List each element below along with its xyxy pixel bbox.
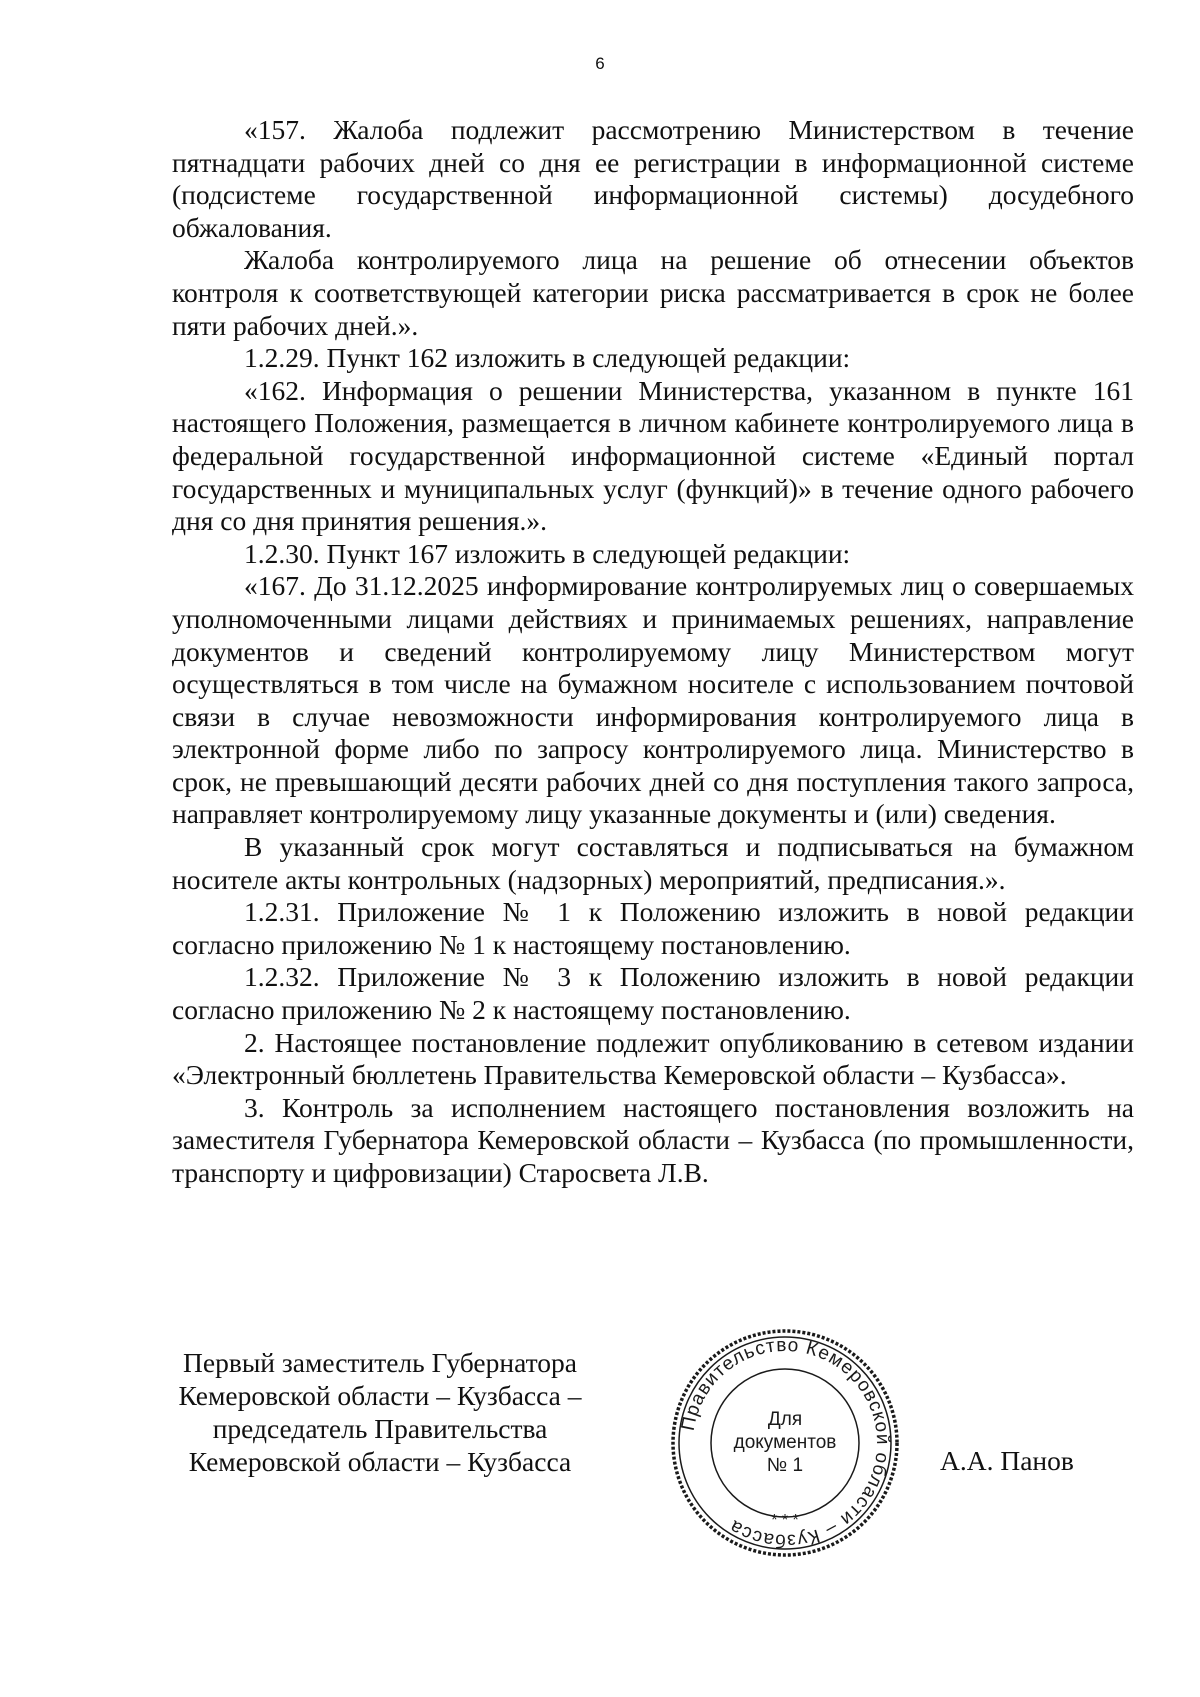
paragraph-1-2-30: 1.2.30. Пункт 167 изложить в следующей редакции: bbox=[244, 537, 851, 569]
paragraph-control: 3. Контроль за исполнением настоящего постановления возложить на заместителя Губернатора Кемеровской области – Кузбасса (по промышленности, транспорту и цифровизации) Старосвета Л.В. bbox=[172, 1091, 1134, 1188]
seal-stars: * * * bbox=[771, 1512, 799, 1529]
official-seal bbox=[669, 1327, 901, 1559]
seal-center-line: № 1 bbox=[766, 1455, 804, 1476]
paragraph-paper-acts: В указанный срок могут составляться и подписываться на бумажном носителе акты контрольных (надзорных) мероприятий, предписания.». bbox=[172, 831, 1134, 895]
signer-position-line: председатель Правительства bbox=[212, 1413, 548, 1444]
signer-name: А.А. Панов bbox=[940, 1445, 1074, 1476]
document-body bbox=[172, 114, 1134, 1190]
signer-position-line: Кемеровской области – Кузбасса bbox=[188, 1446, 572, 1477]
paragraph-complaint-157: «157. Жалоба подлежит рассмотрению Министерством в течение пятнадцати рабочих дней со дня ее регистрации в информационной системе (подсистеме государственной информационной системы) досудебного обжалования. bbox=[172, 114, 1134, 243]
paragraph-1-2-31: 1.2.31. Приложение № 1 к Положению изложить в новой редакции согласно приложению № 1 к настоящему постановлению. bbox=[172, 896, 1134, 960]
signer-position bbox=[160, 1346, 600, 1478]
signer-position-line: Кемеровской области – Кузбасса – bbox=[178, 1380, 582, 1411]
paragraph-publication: 2. Настоящее постановление подлежит опубликованию в сетевом издании «Электронный бюллетень Правительства Кемеровской области – Кузбасса». bbox=[172, 1026, 1134, 1091]
seal-center-line: Для bbox=[767, 1409, 803, 1430]
paragraph-1-2-32: 1.2.32. Приложение № 3 к Положению изложить в новой редакции согласно приложению № 2 к настоящему постановлению. bbox=[172, 961, 1134, 1026]
page-number: 6 bbox=[595, 54, 605, 73]
seal-ring-text: Правительство Кемеровской области – Кузбасса bbox=[677, 1334, 894, 1552]
paragraph-1-2-29: 1.2.29. Пункт 162 изложить в следующей редакции: bbox=[244, 342, 851, 374]
paragraph-162: «162. Информация о решении Министерства, указанном в пункте 161 настоящего Положения, размещается в личном кабинете контролируемого лица в федеральной государственной информационной системе «Единый портал государственных и муниципальных услуг (функций)» в течение одного рабочего дня со дня принятия решения.». bbox=[172, 374, 1134, 537]
seal-center-line: документов bbox=[733, 1432, 837, 1453]
paragraph-complaint-risk: Жалоба контролируемого лица на решение об отнесении объектов контроля к соответствующей категории риска рассматривается в срок не более пяти рабочих дней.». bbox=[172, 244, 1134, 341]
signer-position-line: Первый заместитель Губернатора bbox=[183, 1347, 577, 1378]
paragraph-167: «167. До 31.12.2025 информирование контролируемых лиц о совершаемых уполномоченными лицами действиях и принимаемых решениях, направление документов и сведений контролируемому лицу Министерством могут осуществляться в том числе на бумажном носителе с использованием почтовой связи в случае невозможности информирования контролируемого лица в электронной форме либо по запросу контролируемого лица. Министерство в срок, не превышающий десяти рабочих дней со дня поступления такого запроса, направляет контролируемому лицу указанные документы и (или) сведения. bbox=[172, 570, 1134, 830]
